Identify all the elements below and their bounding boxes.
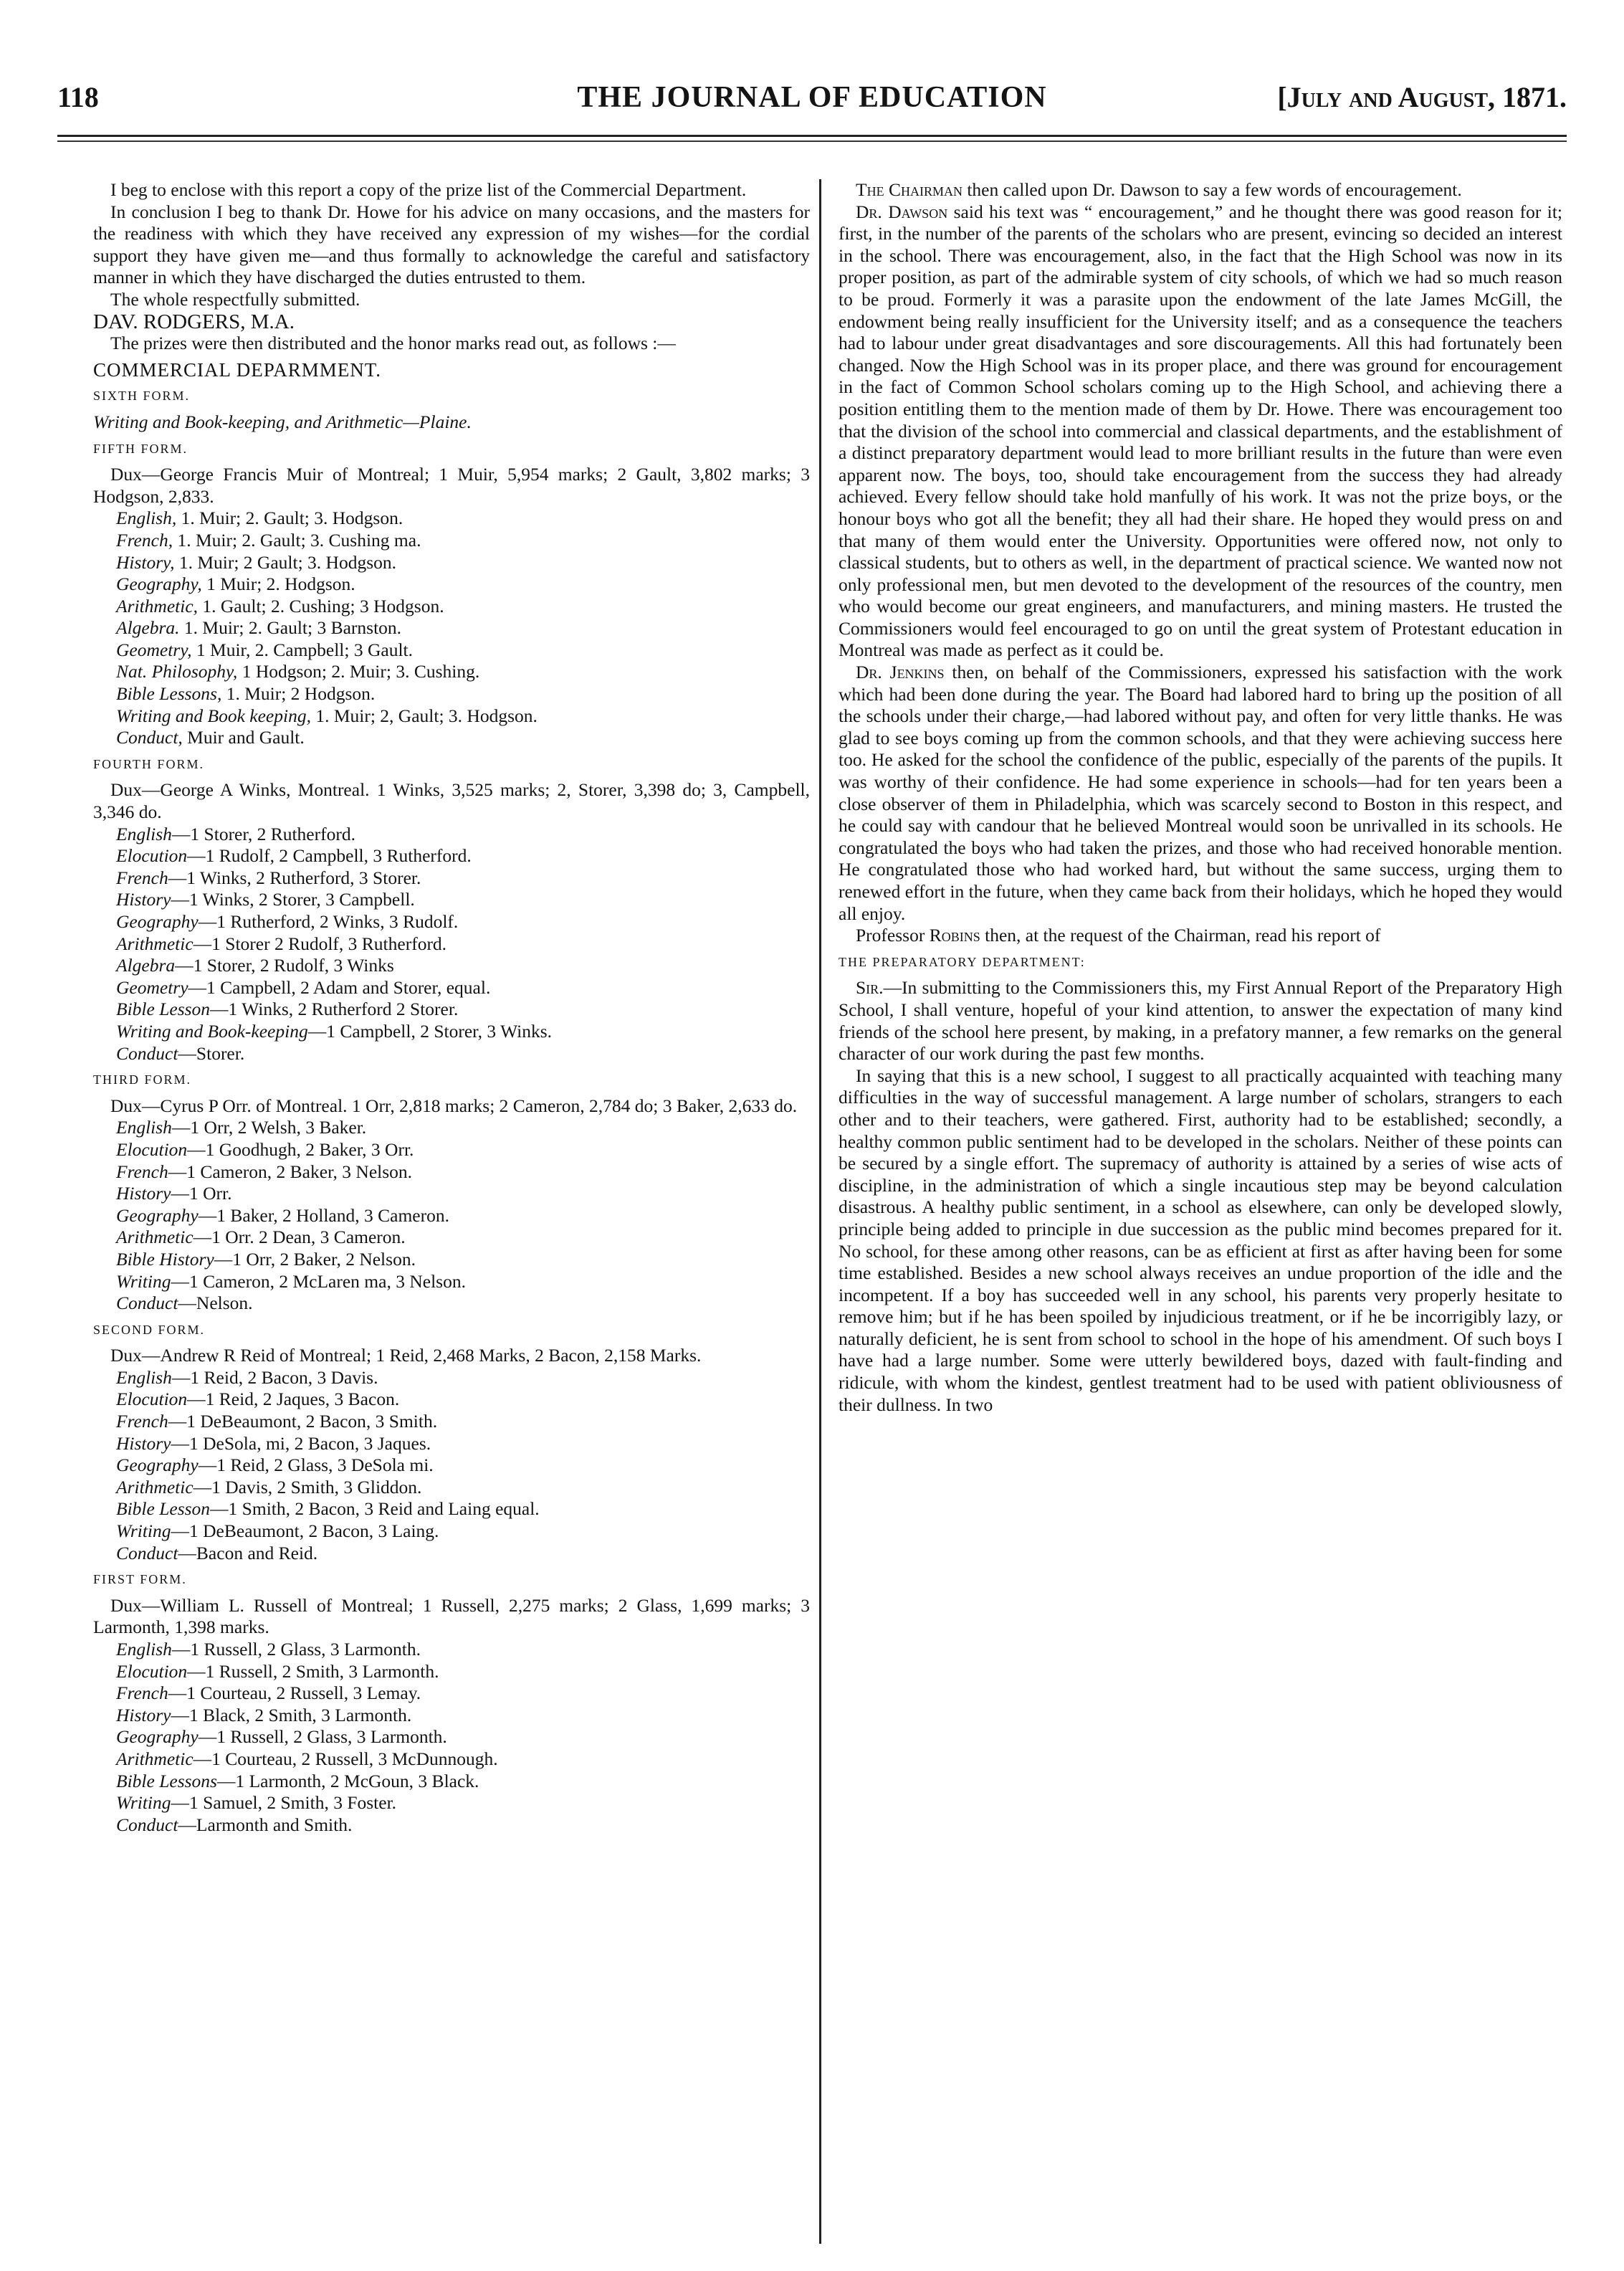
subject-result: —1 Courteau, 2 Russell, 3 Lemay.	[168, 1682, 421, 1704]
subject-result: —1 Orr. 2 Dean, 3 Cameron.	[193, 1227, 406, 1248]
subject-list	[93, 1367, 810, 1564]
form-heading: FIFTH FORM.	[93, 441, 188, 456]
subject-result: —1 Russell, 2 Glass, 3 Larmonth.	[198, 1726, 447, 1748]
subject-line	[93, 1389, 810, 1411]
speaker-name: Dr. Jenkins	[856, 662, 945, 683]
paragraph-text: said his text was “ encouragement,” and he thought there was good reason for it; first, in the number of the parents of the scholars who are present, evincing so decided an interest in the school. There was encouragement, also, in the fact that the High School was now in its proper position, as part of the admirable system of city schools, of which we had so much reason to be proud. Formerly it was a parasite upon the endowment of the late James McGill, the endowment being really insufficient for the University itself; and as a consequence the teachers had to labour under great disadvantages and sore discouragements. All this had fortunately been changed. Now the High School was in its proper place, and there was ground for encouragement in the fact of Common School scholars coming up to the High School, and achieving there a position entitling them to the mention made of them by Dr. Howe. There was encouragement too that the division of the school into commercial and classical departments, and the establishment of a distinct preparatory department would lead to more brilliant results in the future than were even apparent now. The boys, too, should take encouragement from the success they had already achieved. Every fellow should take hold manfully of his work. It was not the prize boys, or the honour boys who got all the benefit; they all had their share. He hoped they would press on and that many of them would enter the University. Opportunities were offered now, not only to classical students, but to others as well, in the department of practical science. We wanted now not only professional men, but men devoted to the development of the resources of the country, men who would become our great engineers, and manufacturers, and mining masters. He trusted the Commissioners would feel encouraged to go on until the great system of Protestant education in Montreal was made as perfect as it could be.	[839, 201, 1562, 661]
subject-name: Writing and Book-keeping	[116, 1020, 308, 1042]
form-heading: THIRD FORM.	[93, 1072, 192, 1087]
subject-name: French,	[116, 529, 173, 551]
column-divider	[819, 179, 821, 2244]
subject-line	[93, 845, 810, 867]
subject-result: —1 Cameron, 2 McLaren ma, 3 Nelson.	[171, 1270, 466, 1292]
subject-name: Bible History	[116, 1248, 214, 1270]
subject-line	[93, 727, 810, 749]
subject-result: —1 DeSola, mi, 2 Bacon, 3 Jaques.	[171, 1432, 431, 1454]
journal-title: THE JOURNAL OF EDUCATION	[577, 81, 1047, 114]
subject-name: History	[116, 889, 171, 910]
subject-result: —Storer.	[178, 1042, 245, 1064]
subject-line	[93, 596, 810, 618]
subject-result: —1 Smith, 2 Bacon, 3 Reid and Laing equal.	[210, 1498, 540, 1520]
subject-name: French	[116, 867, 168, 888]
subject-name: Conduct,	[116, 727, 183, 748]
left-column	[93, 179, 810, 2186]
subject-line	[93, 999, 810, 1021]
subject-name: Conduct	[116, 1814, 178, 1835]
form-heading: FIRST FORM.	[93, 1572, 187, 1587]
paragraph	[839, 201, 1562, 662]
subject-list	[93, 1117, 810, 1314]
subject-result: —1 Samuel, 2 Smith, 3 Foster.	[171, 1792, 397, 1814]
subject-line	[93, 1367, 810, 1389]
subject-line	[93, 1411, 810, 1433]
subject-name: French	[116, 1411, 168, 1432]
page-number: 118	[57, 81, 99, 113]
subject-line	[93, 824, 810, 846]
subject-name: Bible Lessons	[116, 1770, 217, 1791]
subject-result: —1 Storer, 2 Rudolf, 3 Winks	[175, 955, 394, 976]
subject-result: —1 Russell, 2 Smith, 3 Larmonth.	[187, 1660, 439, 1682]
paragraph	[839, 977, 1562, 1065]
subject-result: —1 Cameron, 2 Baker, 3 Nelson.	[168, 1161, 413, 1182]
paragraph-text: Professor	[856, 925, 930, 946]
subject-result: Muir and Gault.	[182, 727, 305, 748]
subject-line	[93, 1792, 810, 1814]
subject-line	[93, 683, 810, 705]
subject-result: 1. Muir; 2 Gault; 3. Hodgson.	[174, 551, 397, 573]
subject-line	[93, 1543, 810, 1565]
subject-name: History	[116, 1183, 171, 1204]
subject-line	[93, 1726, 810, 1748]
dux-line: Dux—Andrew R Reid of Montreal; 1 Reid, 2,468 Marks, 2 Bacon, 2,158 Marks.	[110, 1345, 702, 1366]
subject-name: History,	[116, 551, 175, 573]
paragraph	[839, 925, 1562, 947]
subject-result: —1 Baker, 2 Holland, 3 Cameron.	[198, 1204, 449, 1226]
subject-line	[93, 1249, 810, 1271]
subject-name: Geography,	[116, 573, 202, 595]
form-heading: SIXTH FORM.	[93, 389, 191, 404]
subject-name: Arithmetic,	[116, 595, 199, 616]
header-rule	[57, 135, 1567, 137]
subject-result: —1 Campbell, 2 Storer, 3 Winks.	[307, 1020, 552, 1042]
subject-line	[93, 573, 810, 596]
paragraph-text: —In submitting to the Commissioners this, my First Annual Report of the Preparatory High School, I shall venture, hopeful of your kind attention, to answer the expectation of many kind friends of the school here present, by making, in a prefatory manner, a few remarks on the general character of our work during the past few months.	[839, 977, 1562, 1065]
subject-name: English	[116, 823, 172, 844]
subject-result: —1 Black, 2 Smith, 3 Larmonth.	[171, 1704, 412, 1725]
subject-name: French	[116, 1161, 168, 1182]
dux-line: Dux—George A Winks, Montreal. 1 Winks, 3,525 marks; 2, Storer, 3,398 do; 3, Campbell, 3,346 do.	[93, 779, 810, 823]
dux-line: Dux—William L. Russell of Montreal; 1 Russell, 2,275 marks; 2 Glass, 1,699 marks; 3 Larmonth, 1,398 marks.	[93, 1594, 810, 1638]
paragraph	[839, 179, 1562, 201]
dux-line: Dux—Cyrus P Orr. of Montreal. 1 Orr, 2,818 marks; 2 Cameron, 2,784 do; 3 Baker, 2,633 do.	[110, 1095, 798, 1116]
subject-name: Writing	[116, 1792, 171, 1814]
dux-line: Dux—George Francis Muir of Montreal; 1 Muir, 5,954 marks; 2 Gault, 3,802 marks; 3 Hodgson, 2,833.	[93, 464, 810, 507]
subject-name: Arithmetic	[116, 933, 194, 954]
paragraph-text: then called upon Dr. Dawson to say a few words of encouragement.	[962, 179, 1462, 200]
subject-name: Geometry	[116, 976, 188, 998]
subject-name: History	[116, 1704, 171, 1725]
subject-name: Writing and Book keeping,	[116, 705, 311, 726]
subject-line	[93, 1205, 810, 1227]
subject-result: 1 Hodgson; 2. Muir; 3. Cushing.	[237, 661, 480, 682]
subject-result: —1 Storer, 2 Rutherford.	[171, 823, 355, 844]
subject-name: English	[116, 1366, 172, 1388]
subject-result: —1 Campbell, 2 Adam and Storer, equal.	[188, 976, 491, 998]
subject-result: —1 DeBeaumont, 2 Bacon, 3 Smith.	[168, 1411, 438, 1432]
subject-name: History	[116, 1432, 171, 1454]
subject-line	[93, 1639, 810, 1661]
subject-result: —1 Reid, 2 Jaques, 3 Bacon.	[187, 1389, 400, 1410]
subject-result: —1 Davis, 2 Smith, 3 Gliddon.	[193, 1476, 422, 1498]
subject-name: French	[116, 1682, 168, 1704]
subject-result: —1 Winks, 2 Rutherford 2 Storer.	[210, 999, 459, 1020]
subject-result: —1 Storer 2 Rudolf, 3 Rutherford.	[193, 933, 447, 954]
subject-name: Bible Lesson	[116, 999, 211, 1020]
paragraph: The whole respectfully submitted.	[110, 288, 360, 310]
issue-date: [July and August, 1871.	[1277, 81, 1567, 113]
subject-line	[93, 933, 810, 956]
subject-result: 1. Muir; 2. Gault; 3. Cushing ma.	[173, 529, 421, 551]
subject-result: —1 Reid, 2 Glass, 3 DeSola mi.	[198, 1455, 434, 1476]
subject-name: Elocution	[116, 1660, 188, 1682]
subject-result: —1 Reid, 2 Bacon, 3 Davis.	[171, 1366, 378, 1388]
subject-result: —1 Orr, 2 Baker, 2 Nelson.	[214, 1248, 416, 1270]
subject-result: —1 Orr, 2 Welsh, 3 Baker.	[171, 1117, 367, 1138]
subject-line	[93, 1771, 810, 1793]
subject-result: —1 Russell, 2 Glass, 3 Larmonth.	[171, 1639, 421, 1660]
subject-line	[93, 1477, 810, 1499]
subject-result: —Larmonth and Smith.	[178, 1814, 353, 1835]
subject-line	[93, 705, 810, 728]
subject-line	[93, 1498, 810, 1520]
subject-name: Writing	[116, 1270, 171, 1292]
subject-result: —1 Courteau, 2 Russell, 3 McDunnough.	[193, 1748, 498, 1769]
subject-result: —Nelson.	[178, 1292, 253, 1314]
subject-line	[93, 639, 810, 662]
subject-name: Conduct	[116, 1042, 178, 1064]
subject-line	[93, 1433, 810, 1455]
prize-line	[93, 411, 810, 434]
subject-line	[93, 867, 810, 890]
subject-name: English	[116, 1639, 172, 1660]
subject-result: —1 Winks, 2 Rutherford, 3 Storer.	[168, 867, 421, 888]
subject-line	[93, 1117, 810, 1139]
subject-name: Geography	[116, 911, 199, 932]
subject-result: —1 Goodhugh, 2 Baker, 3 Orr.	[187, 1138, 414, 1160]
subject-result: —1 Larmonth, 2 McGoun, 3 Black.	[216, 1770, 479, 1791]
subject-result: 1. Muir; 2 Hodgson.	[221, 683, 376, 705]
subject-result: 1 Muir; 2. Hodgson.	[201, 573, 355, 595]
subject-line	[93, 977, 810, 999]
subject-name: Writing	[116, 1520, 171, 1542]
subject-line	[93, 1814, 810, 1837]
right-column	[839, 179, 1562, 2186]
subject-list	[93, 1639, 810, 1836]
header-rule-thin	[57, 141, 1567, 142]
subject-result: 1. Gault; 2. Cushing; 3 Hodgson.	[198, 595, 444, 616]
subject-name: Algebra	[116, 955, 176, 976]
speaker-name: Robins	[929, 925, 980, 946]
subject-result: 1. Muir; 2. Gault; 3. Hodgson.	[176, 508, 403, 529]
subject-name: Arithmetic	[116, 1748, 194, 1769]
subject-name: Algebra.	[116, 617, 180, 639]
subject-line	[93, 1292, 810, 1315]
subject-result: 1 Muir, 2. Campbell; 3 Gault.	[191, 639, 414, 660]
subject-name: Geography	[116, 1726, 199, 1748]
subject-name: Nat. Philosophy,	[116, 661, 238, 682]
speaker-name: The Chairman	[856, 179, 963, 200]
paragraph: The prizes were then distributed and the honor marks read out, as follows :—	[110, 333, 676, 354]
subject-name: Bible Lessons,	[116, 683, 222, 705]
subject-list	[93, 824, 810, 1065]
subject-line	[93, 1021, 810, 1043]
subject-name: Conduct	[116, 1292, 178, 1314]
subject-result: —Bacon and Reid.	[178, 1542, 318, 1563]
subject-list	[93, 508, 810, 749]
subject-line	[93, 1139, 810, 1161]
subject-name: Geography	[116, 1204, 199, 1226]
subject-line	[93, 508, 810, 530]
subject-name: Elocution	[116, 845, 188, 867]
subject-name: Elocution	[116, 1138, 188, 1160]
paragraph: In conclusion I beg to thank Dr. Howe for his advice on many occasions, and the masters for the readiness with which they have received any expression of my wishes—for the cordial support they have given me—and thus formally to acknowledge the careful and satisfactory manner in which they have discharged the duties entrusted to them.	[93, 201, 810, 288]
paragraph	[839, 662, 1562, 925]
section-heading: THE PREPARATORY DEPARTMENT:	[839, 954, 1086, 969]
subject-line	[93, 955, 810, 977]
subject-line	[93, 552, 810, 574]
subject-result: —1 Rutherford, 2 Winks, 3 Rudolf.	[198, 911, 459, 932]
paragraph: In saying that this is a new school, I suggest to all practically acquainted with teaching many difficulties in the way of successful management. A large number of scholars, strangers to each other and to their teachers, were gathered. First, authority had to be established; secondly, a healthy common public sentiment had to be developed in the scholars. Neither of these points can be secured by a single effort. The supremacy of authority is attained by a series of wise acts of discipline, in the administration of which a single incautious step may be beyond calculation disastrous. A healthy public sentiment, in a school as elsewhere, can only be developed slowly, principle being added to principle in due succession as the public mind becomes prepared for it. No school, for these among other reasons, can be as efficient at first as after having been for some time established. Besides a new school always receives an undue proportion of the idle and the incompetent. If a boy has succeeded well in any school, his parents very properly hesitate to remove him; but if he has been spoiled by injudicious treatment, or if he be incorrigibly lazy, or naturally deficient, he is sent from school to school in the hope of his amendment. Of such boys I have had a large number. Some were utterly bewildered boys, dazed with fault-finding and ridicule, with whom the kindest, gentlest treatment had to be used with patient obliviousness of their dullness. In two	[839, 1065, 1562, 1415]
subject-line	[93, 1705, 810, 1727]
page-header	[57, 80, 1567, 123]
subject-name: English	[116, 1117, 172, 1138]
subject-line	[93, 1271, 810, 1293]
subject-name: Arithmetic	[116, 1476, 194, 1498]
subject-result: —1 DeBeaumont, 2 Bacon, 3 Laing.	[171, 1520, 439, 1542]
form-heading: FOURTH FORM.	[93, 756, 204, 771]
paragraph-text: then, at the request of the Chairman, read his report of	[980, 925, 1381, 946]
subject-name: Geometry,	[116, 639, 192, 660]
subject-line	[93, 661, 810, 683]
subject-line	[93, 1183, 810, 1205]
subject-line	[93, 1043, 810, 1065]
subject-line	[93, 889, 810, 911]
form-heading: SECOND FORM.	[93, 1322, 206, 1337]
subject-name: English,	[116, 508, 177, 529]
subject-result: —1 Winks, 2 Storer, 3 Campbell.	[171, 889, 415, 910]
subject-line	[93, 617, 810, 639]
subject-name: Bible Lesson	[116, 1498, 211, 1520]
subject-line	[93, 1520, 810, 1543]
subject-line	[93, 1661, 810, 1683]
subject-line	[93, 530, 810, 552]
subject-line	[93, 1682, 810, 1705]
subject-name: Geography	[116, 1455, 199, 1476]
prize-text: Writing and Book-keeping, and Arithmetic—Plaine.	[93, 411, 472, 432]
salutation: Sir.	[856, 977, 884, 999]
subject-result: —1 Rudolf, 2 Campbell, 3 Rutherford.	[187, 845, 472, 867]
subject-result: —1 Orr.	[171, 1183, 232, 1204]
subject-name: Conduct	[116, 1542, 178, 1563]
subject-result: 1. Muir; 2. Gault; 3 Barnston.	[179, 617, 402, 639]
subject-name: Elocution	[116, 1389, 188, 1410]
section-heading: COMMERCIAL DEPARMMENT.	[93, 358, 382, 381]
subject-line	[93, 1161, 810, 1184]
speaker-name: Dr. Dawson	[856, 201, 948, 222]
subject-line	[93, 1455, 810, 1477]
subject-name: Arithmetic	[116, 1227, 194, 1248]
subject-line	[93, 911, 810, 933]
subject-line	[93, 1748, 810, 1771]
signature: DAV. RODGERS, M.A.	[93, 310, 295, 333]
subject-line	[93, 1227, 810, 1249]
subject-result: 1. Muir; 2, Gault; 3. Hodgson.	[310, 705, 538, 726]
paragraph: I beg to enclose with this report a copy of the prize list of the Commercial Department.	[110, 179, 747, 200]
paragraph-text: then, on behalf of the Commissioners, expressed his satisfaction with the work which had been done during the year. The Board had labored hard to bring up the position of all the schools under their charge,—had labored without pay, and often for very little thanks. He was glad to see boys coming up from the common schools, and that they were achieving success here too. He asked for the school the confidence of the public, especially of the parents of the pupils. It was worthy of their confidence. He had some experience in schools—had for ten years been a close observer of them in Philadelphia, which was scarcely second to Boston in this respect, and he could say with candour that he believed Montreal would soon be unrivalled in its schools. He congratulated the boys who had taken the prizes, and those who had received honorable mention. He congratulated those who had worked hard, but without the same success, urging them to renewed effort in the future, when they came back from their holidays, which he hoped they would all enjoy.	[839, 662, 1562, 924]
